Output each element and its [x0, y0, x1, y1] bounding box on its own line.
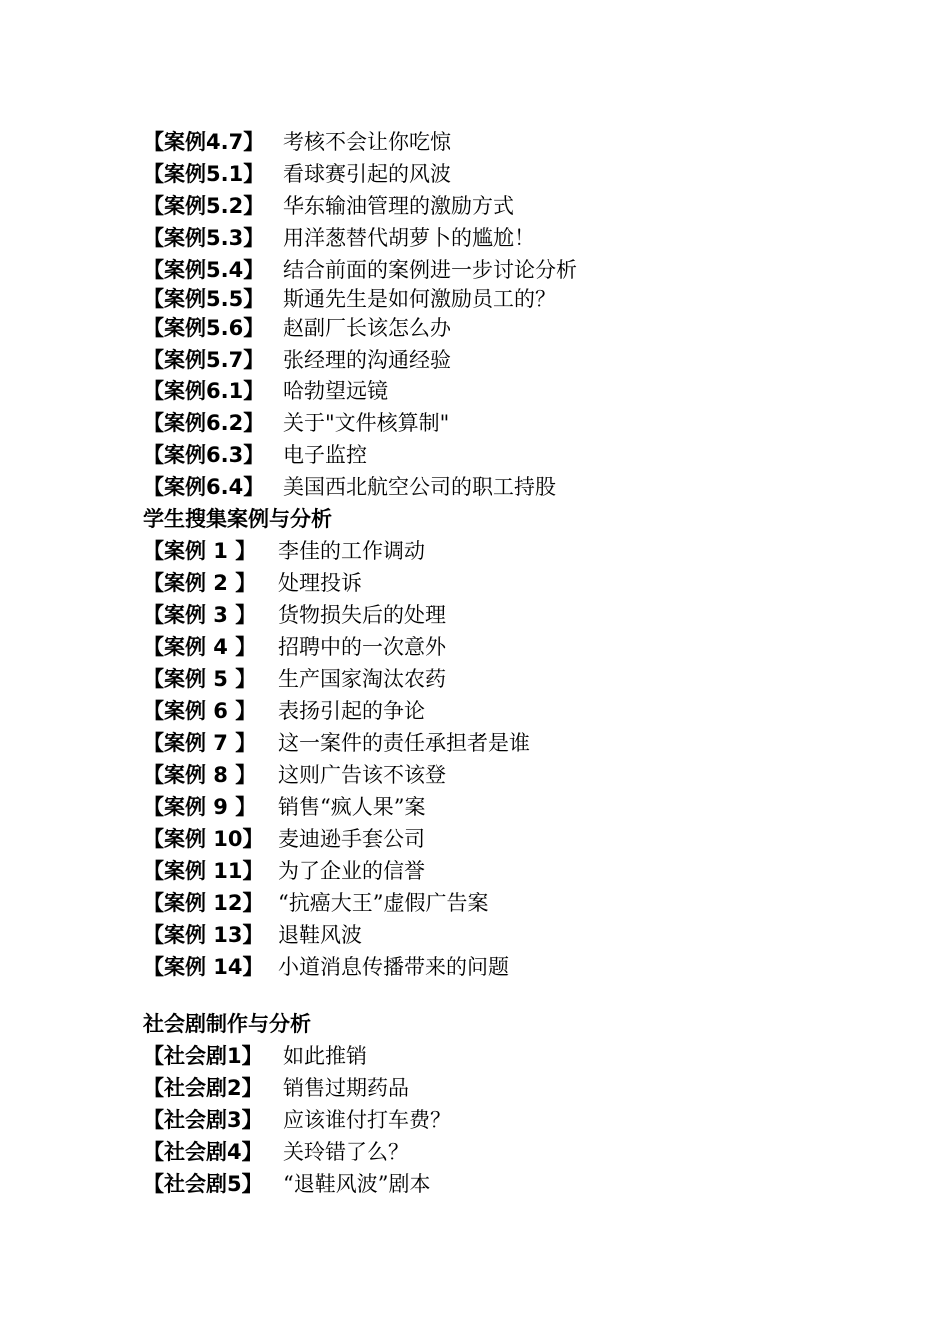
- case-line: [143, 162, 451, 186]
- case-line: [143, 475, 556, 499]
- case-title: 小道消息传播带来的问题: [278, 955, 509, 979]
- case-title: 赵副厂长该怎么办: [283, 316, 451, 340]
- case-title: 美国西北航空公司的职工持股: [283, 475, 556, 499]
- case-tag: 【案例5.1】: [143, 162, 265, 186]
- case-tag: 【案例 2 】: [143, 571, 257, 595]
- case-title: 麦迪逊手套公司: [278, 827, 425, 851]
- case-line: [143, 226, 535, 250]
- case-title: “退鞋风波”剧本: [283, 1172, 431, 1196]
- case-line: [143, 1172, 430, 1196]
- case-title: 销售过期药品: [283, 1076, 409, 1100]
- case-title: 招聘中的一次意外: [278, 635, 446, 659]
- case-tag: 【案例 3 】: [143, 603, 257, 627]
- case-title: 关玲错了么？: [283, 1140, 409, 1164]
- case-title: 应该谁付打车费？: [283, 1108, 451, 1132]
- case-line: [143, 859, 425, 883]
- case-tag: 【案例6.1】: [143, 379, 265, 403]
- case-line: [143, 379, 388, 403]
- case-line: [143, 763, 446, 787]
- case-title: 这则广告该不该登: [278, 763, 446, 787]
- case-line: [143, 443, 367, 467]
- case-tag: 【社会剧2】: [143, 1076, 263, 1100]
- case-line: [143, 571, 362, 595]
- case-tag: 【案例5.6】: [143, 316, 265, 340]
- case-line: [143, 955, 509, 979]
- case-line: [143, 1140, 409, 1164]
- case-line: [143, 1108, 451, 1132]
- case-tag: 【案例 5 】: [143, 667, 257, 691]
- case-line: [143, 194, 514, 218]
- case-tag: 【案例 14】: [143, 955, 264, 979]
- case-tag: 【社会剧5】: [143, 1172, 263, 1196]
- case-line: [143, 667, 446, 691]
- case-line: [143, 795, 425, 819]
- case-line: [143, 539, 425, 563]
- case-tag: 【社会剧3】: [143, 1108, 263, 1132]
- case-tag: 【案例5.2】: [143, 194, 265, 218]
- case-title: 李佳的工作调动: [278, 539, 425, 563]
- case-tag: 【案例 10】: [143, 827, 264, 851]
- case-title: 销售“疯人果”案: [278, 795, 426, 819]
- case-tag: 【案例 9 】: [143, 795, 257, 819]
- case-line: [143, 1044, 367, 1068]
- case-tag: 【案例 13】: [143, 923, 264, 947]
- case-title: 货物损失后的处理: [278, 603, 446, 627]
- case-title: 用洋葱替代胡萝卜的尴尬！: [283, 226, 535, 250]
- case-tag: 【案例6.4】: [143, 475, 265, 499]
- case-tag: 【案例 1 】: [143, 539, 257, 563]
- case-tag: 【案例 7 】: [143, 731, 257, 755]
- case-title: 考核不会让你吃惊: [283, 130, 451, 154]
- case-title: “抗癌大王”虚假广告案: [278, 891, 489, 915]
- case-line: [143, 316, 451, 340]
- case-tag: 【案例 8 】: [143, 763, 257, 787]
- case-line: [143, 258, 577, 282]
- case-title: 关于"文件核算制": [283, 411, 450, 435]
- case-tag: 【案例5.3】: [143, 226, 265, 250]
- section-heading: 社会剧制作与分析: [143, 1012, 311, 1036]
- case-tag: 【案例 11】: [143, 859, 264, 883]
- case-tag: 【案例5.7】: [143, 348, 265, 372]
- case-title: 华东输油管理的激励方式: [283, 194, 514, 218]
- case-tag: 【案例 12】: [143, 891, 264, 915]
- case-title: 哈勃望远镜: [283, 379, 388, 403]
- case-line: [143, 1076, 409, 1100]
- case-line: [143, 731, 530, 755]
- case-title: 如此推销: [283, 1044, 367, 1068]
- case-tag: 【案例 6 】: [143, 699, 257, 723]
- case-line: [143, 699, 425, 723]
- case-line: [143, 130, 451, 154]
- case-line: [143, 923, 362, 947]
- case-tag: 【案例 4 】: [143, 635, 257, 659]
- case-title: 为了企业的信誉: [278, 859, 425, 883]
- case-line: [143, 635, 446, 659]
- case-tag: 【案例6.2】: [143, 411, 265, 435]
- case-tag: 【社会剧4】: [143, 1140, 263, 1164]
- case-title: 电子监控: [283, 443, 367, 467]
- case-title: 结合前面的案例进一步讨论分析: [283, 258, 577, 282]
- case-title: 这一案件的责任承担者是谁: [278, 731, 530, 755]
- case-title: 退鞋风波: [278, 923, 362, 947]
- case-line: [143, 348, 451, 372]
- case-title: 处理投诉: [278, 571, 362, 595]
- case-line: [143, 603, 446, 627]
- case-line: [143, 891, 488, 915]
- case-line: [143, 827, 425, 851]
- case-title: 生产国家淘汰农药: [278, 667, 446, 691]
- case-tag: 【案例6.3】: [143, 443, 265, 467]
- case-tag: 【案例4.7】: [143, 130, 265, 154]
- section-heading: 学生搜集案例与分析: [143, 507, 332, 531]
- case-title: 斯通先生是如何激励员工的？: [283, 287, 556, 311]
- case-tag: 【案例5.5】: [143, 287, 265, 311]
- case-tag: 【社会剧1】: [143, 1044, 263, 1068]
- case-line: [143, 287, 556, 311]
- case-title: 看球赛引起的风波: [283, 162, 451, 186]
- case-tag: 【案例5.4】: [143, 258, 265, 282]
- case-title: 表扬引起的争论: [278, 699, 425, 723]
- case-line: [143, 411, 449, 435]
- case-title: 张经理的沟通经验: [283, 348, 451, 372]
